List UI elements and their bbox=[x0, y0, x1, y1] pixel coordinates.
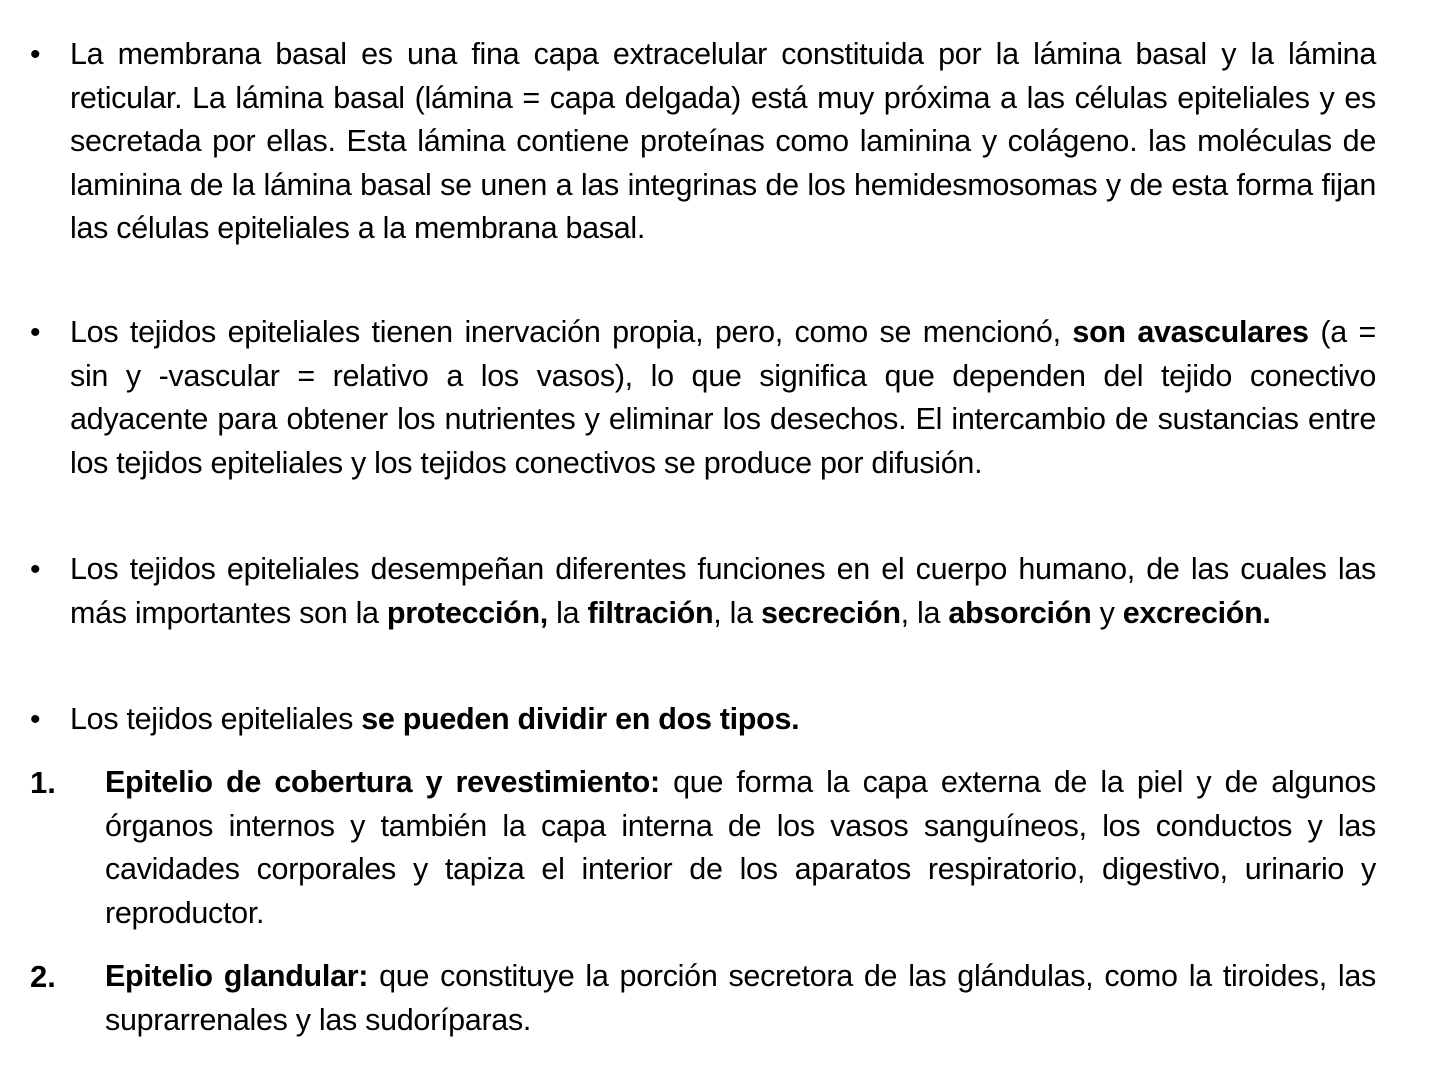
text-segment: , la bbox=[900, 595, 949, 630]
bold-term-proteccion: protección, bbox=[386, 595, 548, 630]
text-segment: Los tejidos epiteliales tienen inervación propia, pero, como se mencionó, bbox=[70, 315, 1073, 349]
list-number: 2. bbox=[30, 959, 56, 994]
numbered-text bbox=[105, 955, 1376, 1042]
numbered-body: que forma la capa externa de la piel y de algunos órganos internos y también la capa interna de los vasos sanguíneos, los conductos y las cavidades corporales y tapiza el interior de los aparatos respiratorio, digestivo, urinario y reproductor. bbox=[105, 765, 1377, 930]
numbered-title: Epitelio de cobertura y revestimiento: bbox=[105, 765, 660, 799]
bullet-text bbox=[70, 311, 1376, 485]
numbered-body: que constituye la porción secretora de las glándulas, como la tiroides, las suprarrenales y las sudoríparas. bbox=[105, 959, 1376, 1037]
bullet-text bbox=[70, 33, 1376, 251]
list-number: 1. bbox=[30, 765, 56, 800]
bullet-icon: • bbox=[30, 38, 41, 71]
bold-term-secrecion: secreción bbox=[760, 595, 901, 630]
text-segment: (a = sin y -vascular = relativo a los vasos), lo que significa que dependen del tejido conectivo adyacente para obtener los nutrientes y eliminar los desechos. El intercambio de sustancias entre los tejidos epiteliales y los tejidos conectivos se produce por difusión. bbox=[70, 315, 1377, 480]
bold-term-filtracion: filtración bbox=[587, 595, 714, 630]
text-segment: Los tejidos epiteliales bbox=[70, 702, 362, 736]
numbered-title: Epitelio glandular: bbox=[105, 959, 369, 993]
text-segment: Los tejidos epiteliales desempeñan diferentes funciones en el cuerpo humano, de las cuales las más importantes son la bbox=[70, 552, 1376, 630]
text-segment: y bbox=[1091, 595, 1123, 630]
bold-term-absorcion: absorción bbox=[948, 595, 1092, 630]
bold-term-excrecion: excreción. bbox=[1122, 595, 1271, 630]
text-segment: , la bbox=[713, 595, 761, 630]
text-segment: La membrana basal es una fina capa extracelular constituida por la lámina basal y la lámina reticular. La lámina basal (lámina = capa delgada) está muy próxima a las células epiteliales y es secretada por ellas. Esta lámina contiene proteínas como laminina y colágeno. las moléculas de laminina de la lámina basal se unen a las integrinas de los hemidesmosomas y de esta forma fijan las células epiteliales a la membrana basal. bbox=[70, 37, 1376, 245]
bold-term-dos-tipos: se pueden dividir en dos tipos. bbox=[361, 702, 800, 736]
bullet-icon: • bbox=[30, 316, 41, 349]
bullet-icon: • bbox=[30, 703, 41, 736]
bullet-text bbox=[70, 548, 1376, 635]
numbered-text bbox=[105, 761, 1376, 935]
bullet-icon: • bbox=[30, 553, 41, 586]
text-segment: la bbox=[547, 595, 588, 630]
bold-term-son-avasculares: son avasculares bbox=[1072, 315, 1309, 349]
bullet-text bbox=[70, 698, 1376, 742]
